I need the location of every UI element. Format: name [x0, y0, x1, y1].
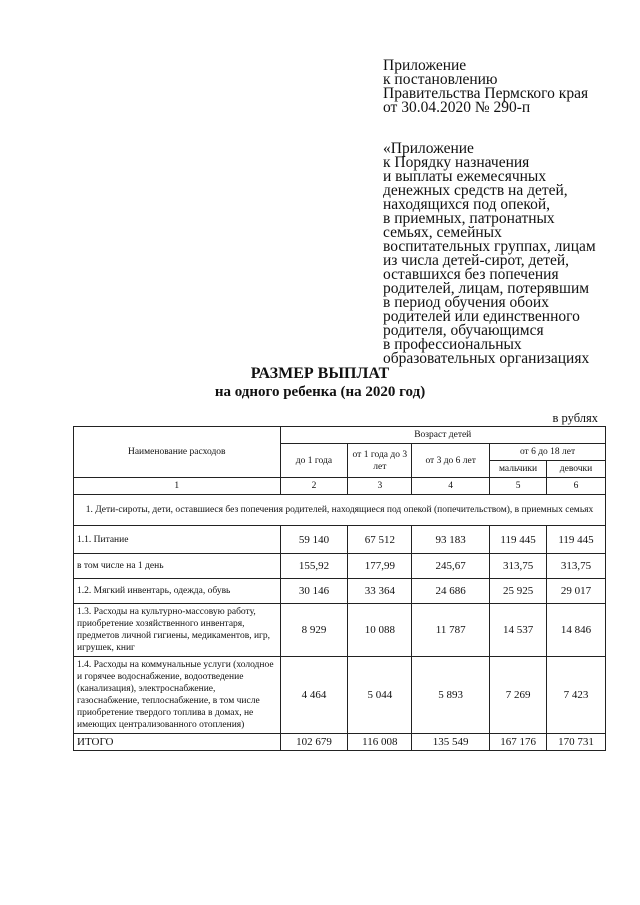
- col-header-1-3: от 1 года до 3 лет: [348, 444, 412, 478]
- cell-value: 33 364: [348, 579, 412, 604]
- cell-value: 116 008: [348, 734, 412, 751]
- document-subtitle: на одного ребенка (на 2020 год): [214, 384, 426, 400]
- col-header-3-6: от 3 до 6 лет: [412, 444, 490, 478]
- cell-value: 4 464: [280, 657, 348, 734]
- appendix-line: родителей, лицам, потерявшим: [383, 280, 590, 297]
- table-row: [74, 526, 606, 554]
- cell-value: 24 686: [412, 579, 490, 604]
- row-name: 1.1. Питание: [74, 526, 281, 554]
- cell-value: 119 445: [490, 526, 547, 554]
- table-row: [74, 604, 606, 657]
- appendix-line: родителей или единственного: [383, 308, 580, 325]
- row-name: ИТОГО: [74, 734, 281, 751]
- appendix-line: семьях, семейных: [383, 224, 502, 241]
- appendix-line: денежных средств на детей,: [383, 182, 568, 199]
- appendix-line: «Приложение: [383, 140, 474, 157]
- row-name: 1.4. Расходы на коммунальные услуги (холодное и горячее водоснабжение, водоотведение (канализация), электроснабжение, газоснабжение, теплоснабжение, в том числе приобретение твердого топлива в домах, не имеющих централизованного отопления): [74, 657, 281, 734]
- cell-value: 177,99: [348, 554, 412, 579]
- col-header-boys: мальчики: [490, 461, 547, 478]
- cell-value: 67 512: [348, 526, 412, 554]
- units-label: в рублях: [552, 411, 598, 425]
- header-line: к постановлению: [383, 71, 498, 88]
- row-name: в том числе на 1 день: [74, 554, 281, 579]
- cell-value: 29 017: [547, 579, 606, 604]
- cell-value: 30 146: [280, 579, 348, 604]
- col-header-0-1: до 1 года: [280, 444, 348, 478]
- header-row: [74, 427, 606, 444]
- cell-value: 10 088: [348, 604, 412, 657]
- table-row: [74, 579, 606, 604]
- column-number: 6: [547, 478, 606, 495]
- appendix-line: образовательных организациях: [383, 350, 590, 367]
- appendix-line: родителя, обучающимся: [383, 322, 544, 339]
- cell-value: 11 787: [412, 604, 490, 657]
- total-row: [74, 734, 606, 751]
- cell-value: 59 140: [280, 526, 348, 554]
- column-number: 5: [490, 478, 547, 495]
- appendix-line: из числа детей-сирот, детей,: [383, 252, 570, 269]
- payments-table: [73, 426, 606, 751]
- header-line: Приложение: [383, 57, 467, 74]
- cell-value: 119 445: [547, 526, 606, 554]
- col-header-name: Наименование расходов: [74, 427, 281, 478]
- resolution-header: [383, 59, 588, 115]
- appendix-line: воспитательных группах, лицам: [383, 238, 596, 255]
- cell-value: 25 925: [490, 579, 547, 604]
- cell-value: 14 846: [547, 604, 606, 657]
- cell-value: 7 423: [547, 657, 606, 734]
- appendix-line: в период обучения обоих: [383, 294, 549, 311]
- appendix-line: находящихся под опекой,: [383, 196, 551, 213]
- cell-value: 245,67: [412, 554, 490, 579]
- cell-value: 155,92: [280, 554, 348, 579]
- cell-value: 313,75: [547, 554, 606, 579]
- cell-value: 8 929: [280, 604, 348, 657]
- column-number: 2: [280, 478, 348, 495]
- cell-value: 135 549: [412, 734, 490, 751]
- cell-value: 5 044: [348, 657, 412, 734]
- col-header-age: Возраст детей: [280, 427, 606, 444]
- column-number-row: [74, 478, 606, 495]
- cell-value: 167 176: [490, 734, 547, 751]
- appendix-line: к Порядку назначения: [383, 154, 530, 171]
- appendix-line: в профессиональных: [383, 336, 522, 353]
- cell-value: 14 537: [490, 604, 547, 657]
- row-name: 1.3. Расходы на культурно-массовую работу, приобретение хозяйственного инвентаря, предметов личной гигиены, медикаментов, игр, игрушек, книг: [74, 604, 281, 657]
- column-number: 4: [412, 478, 490, 495]
- table-row: [74, 554, 606, 579]
- appendix-header: [383, 142, 596, 366]
- header-line: Правительства Пермского края: [383, 85, 589, 102]
- col-header-6-18: от 6 до 18 лет: [490, 444, 606, 461]
- cell-value: 93 183: [412, 526, 490, 554]
- appendix-line: в приемных, патронатных: [383, 210, 555, 227]
- col-header-girls: девочки: [547, 461, 606, 478]
- document-title: РАЗМЕР ВЫПЛАТ: [250, 365, 390, 382]
- appendix-line: оставшихся без попечения: [383, 266, 559, 283]
- row-name: 1.2. Мягкий инвентарь, одежда, обувь: [74, 579, 281, 604]
- header-line: от 30.04.2020 № 290-п: [383, 99, 531, 116]
- cell-value: 5 893: [412, 657, 490, 734]
- table-row: [74, 657, 606, 734]
- cell-value: 102 679: [280, 734, 348, 751]
- section-row: [74, 495, 606, 526]
- column-number: 1: [74, 478, 281, 495]
- section-title: 1. Дети-сироты, дети, оставшиеся без попечения родителей, находящиеся под опекой (попечительством), в приемных семьях: [74, 495, 606, 526]
- column-number: 3: [348, 478, 412, 495]
- appendix-line: и выплаты ежемесячных: [383, 168, 547, 185]
- cell-value: 170 731: [547, 734, 606, 751]
- cell-value: 313,75: [490, 554, 547, 579]
- cell-value: 7 269: [490, 657, 547, 734]
